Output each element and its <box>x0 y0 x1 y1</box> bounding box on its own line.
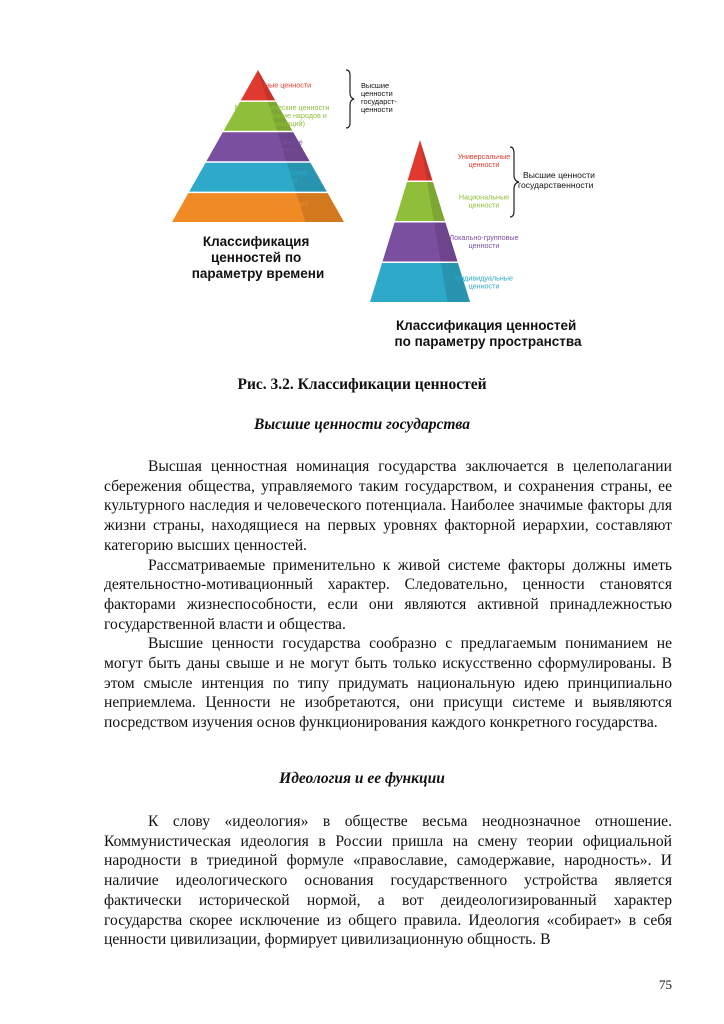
space-level-label-line: ценности <box>468 240 500 250</box>
time-brace-label: Высшие ценности государст- ценности <box>361 81 397 114</box>
space-caption: Классификация ценностей по параметру пространства <box>394 318 582 349</box>
section-text-higher-values <box>104 457 672 733</box>
time-level-label <box>253 81 311 90</box>
paragraph: К слову «идеология» в обществе весьма неоднозначное отношение. Коммунистическая идеология в России пришла на смену теории официальной народности в триединой формуле «православие, самодержавие, народность». И наличие идеологического основания государственного устройства является фактически исторической нормой, а вот деидеологизированный характер государства скорее исключение из общего правила. Идеология «собирает» в себя ценности цивилизации, формирует цивилизационную общность. В <box>104 813 672 949</box>
space-level-label-line: ценности <box>468 281 500 291</box>
time-pyramid <box>172 70 344 222</box>
paragraph: Высшая ценностная номинация государства заключается в целеполагании сбережения общества, управляемого таким государством, и сохранения страны, ее культурного наследия и человеческого потенциала. Наиболее значимые факторы для жизни страны, находящиеся на первых уровнях факторной иерархии, составляют категорию высших ценностей. <box>104 458 672 554</box>
space-level-label-line: Универсальные <box>457 151 511 161</box>
figure-svg <box>0 0 724 360</box>
space-pyramid <box>370 140 519 302</box>
time-level-label-line: ценности <box>266 145 298 155</box>
space-level-label <box>458 152 511 169</box>
space-level-label-line: ценности <box>468 200 500 210</box>
section-heading-higher-values: Высшие ценности государства <box>254 416 470 433</box>
space-level-label <box>449 233 518 250</box>
time-level-label-line: Поколенческие <box>256 167 308 177</box>
time-level-label-line: ценности <box>266 206 298 216</box>
space-brace-label: Высшие ценности государственности <box>518 170 595 190</box>
paragraph: Высшие ценности государства сообразно с предлагаемым пониманием не могут быть даны свыше и не могут быть только искусственно сформулированы. В этом смысле интенция по типу придумать национальную идею принципиально неприемлема. Ценности не изобретаются, они присущи системе и выявляются посредством изучения основ функционирования каждого конкретного государства. <box>104 635 672 732</box>
time-caption: Классификация ценностей по параметру времени <box>191 234 325 281</box>
space-level-label-line: Индивидуальные <box>455 273 513 283</box>
brace-time <box>346 70 354 128</box>
paragraph: Рассматриваемые применительно к живой системе факторы должны иметь деятельностно-мотивационный характер. Следовательно, ценности становятся факторами жизнеспособности, если они являются активной принадлежностью государственной власти и общества. <box>104 556 672 633</box>
section-text-ideology <box>104 812 672 950</box>
space-level-label-line: Национальные <box>458 192 510 202</box>
space-level-label <box>459 192 509 209</box>
time-level-label <box>261 138 303 155</box>
time-level-label-line: цивилизаций) <box>258 119 306 129</box>
time-level-label-line: Эпохальные <box>261 137 303 147</box>
time-level-label-line: Вечные ценности <box>252 80 312 90</box>
time-level-label-line: Конъюнктурные <box>255 198 309 208</box>
figure <box>0 0 724 360</box>
section-heading-ideology: Идеология и ее функции <box>279 770 445 787</box>
space-level-label-line: ценности <box>468 159 500 169</box>
space-level-label-line: Локально-групповые <box>449 232 519 242</box>
time-level-label-line: (существование народов и <box>237 111 327 121</box>
time-level-label-line: Мегаисторические ценности <box>234 103 330 113</box>
page-number: 75 <box>659 977 672 992</box>
time-level-label-line: ценности <box>266 175 298 185</box>
figure-caption: Рис. 3.2. Классификации ценностей <box>237 376 487 393</box>
